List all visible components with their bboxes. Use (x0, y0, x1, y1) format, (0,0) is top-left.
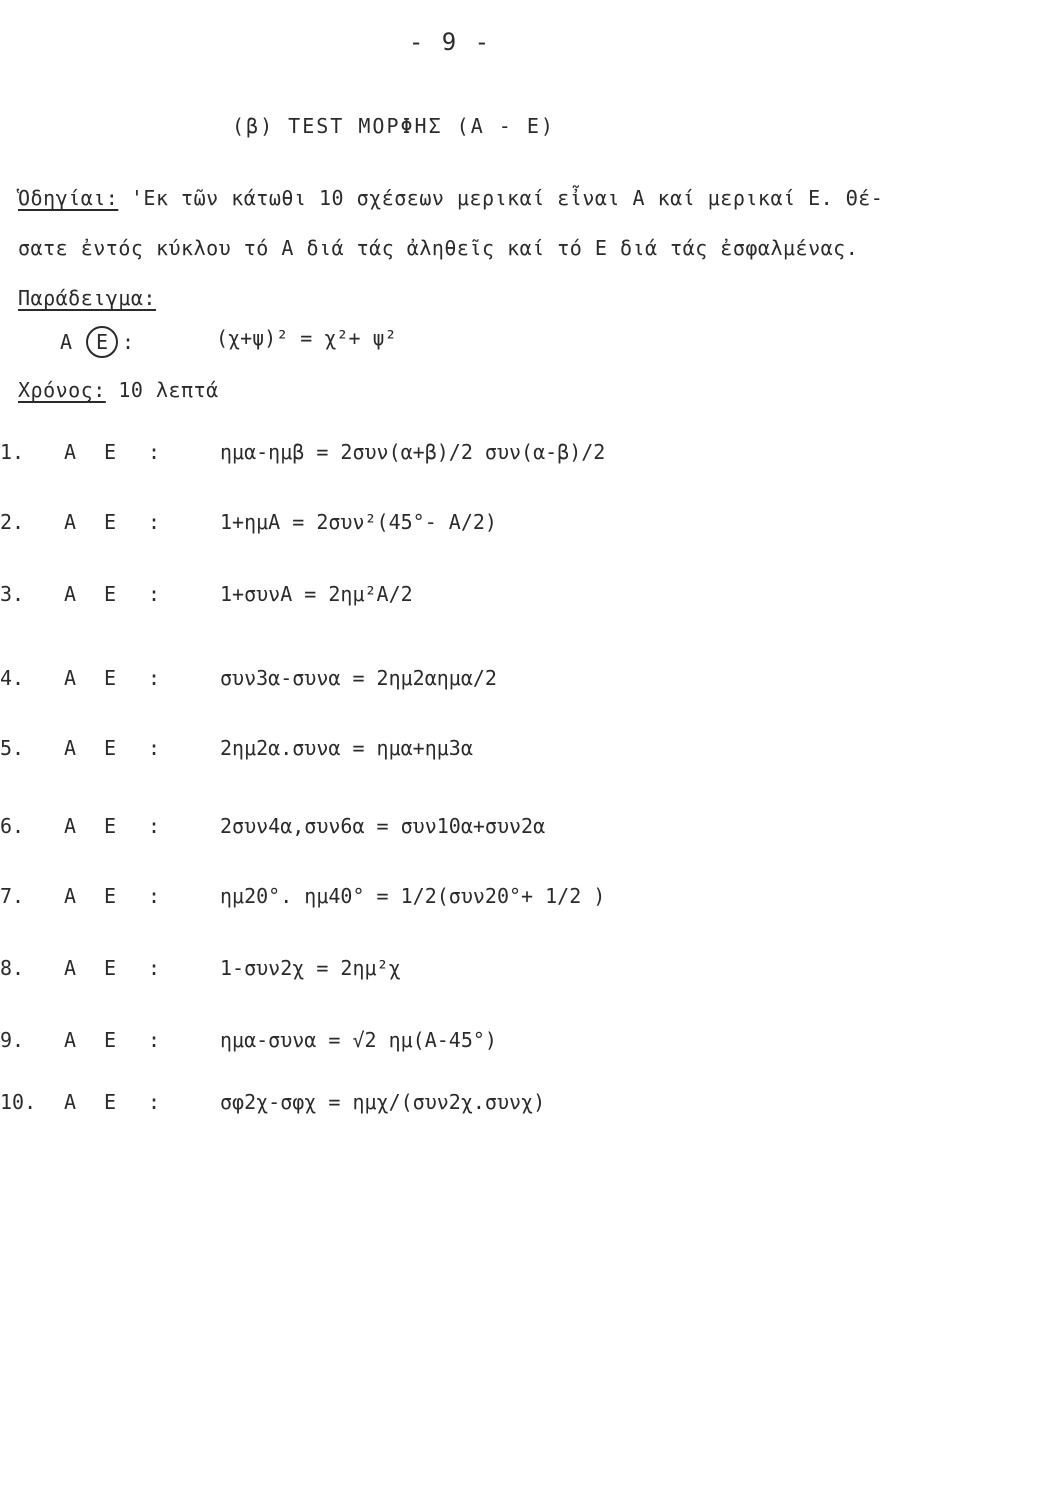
item-colon: : (148, 956, 161, 980)
item-number: 3. (0, 582, 25, 606)
option-e: Ε (104, 736, 117, 760)
item-number: 8. (0, 956, 25, 980)
instructions-text-1: 'Εκ τῶν κάτωθι 10 σχέσεων μερικαί εἶναι Α καί μερικαί Ε. Θέ- (130, 186, 884, 210)
option-a: Α (64, 440, 77, 464)
item-colon: : (148, 440, 161, 464)
instructions-label: Ὁδηγίαι: (18, 186, 119, 210)
list-item (0, 806, 700, 846)
item-number: 9. (0, 1028, 25, 1052)
option-a: Α (64, 1090, 77, 1114)
item-number: 10. (0, 1090, 37, 1114)
item-colon: : (148, 666, 161, 690)
item-formula: 2ημ2α.συνα = ημα+ημ3α (220, 736, 473, 760)
instructions-line-1 (18, 186, 883, 210)
item-number: 2. (0, 510, 25, 534)
time-value: 10 λεπτά (118, 378, 219, 402)
option-e: Ε (104, 884, 117, 908)
test-title: (β) TEST ΜΟΡΦΗΣ (Α - Ε) (232, 114, 555, 138)
option-e: Ε (104, 956, 117, 980)
example-label: Παράδειγμα: (18, 286, 156, 310)
item-formula: 1+συνΑ = 2ημ²Α/2 (220, 582, 413, 606)
item-formula: ημ20°. ημ40° = 1/2(συν20°+ 1/2 ) (220, 884, 606, 908)
option-e: Ε (104, 814, 117, 838)
item-number: 4. (0, 666, 25, 690)
option-a: Α (64, 884, 77, 908)
option-e: Ε (104, 1028, 117, 1052)
list-item (0, 502, 700, 542)
list-item (0, 948, 700, 988)
item-colon: : (148, 582, 161, 606)
item-number: 6. (0, 814, 25, 838)
item-formula: 2συν4α,συν6α = συν10α+συν2α (220, 814, 546, 838)
list-item (0, 574, 700, 614)
option-a: Α (64, 814, 77, 838)
example-colon: : (122, 330, 135, 354)
time-label: Χρόνος: (18, 378, 106, 402)
option-a: Α (64, 736, 77, 760)
time-line (18, 378, 219, 402)
item-colon: : (148, 814, 161, 838)
item-colon: : (148, 1028, 161, 1052)
option-a: Α (64, 666, 77, 690)
page-number: - 9 - (408, 28, 492, 56)
item-colon: : (148, 736, 161, 760)
instructions-line-2: σατε ἐντός κύκλου τό Α διά τάς ἀληθεῖς καί τό Ε διά τάς ἐσφαλμένας. (18, 236, 859, 260)
example-option-a: Α (60, 330, 73, 354)
list-item (0, 432, 700, 472)
item-formula: 1+ημΑ = 2συν²(45°- Α/2) (220, 510, 497, 534)
item-number: 5. (0, 736, 25, 760)
option-e: Ε (104, 440, 117, 464)
example-formula: (χ+ψ)² = χ²+ ψ² (216, 326, 397, 350)
item-formula: ημα-συνα = √2 ημ(Α-45°) (220, 1028, 497, 1052)
item-formula: 1-συν2χ = 2ημ²χ (220, 956, 401, 980)
option-a: Α (64, 956, 77, 980)
example-option-e-circled: Ε (86, 326, 118, 358)
list-item (0, 1020, 700, 1060)
item-colon: : (148, 1090, 161, 1114)
item-colon: : (148, 884, 161, 908)
option-a: Α (64, 510, 77, 534)
item-formula: σφ2χ-σφχ = ημχ/(συν2χ.συνχ) (220, 1090, 546, 1114)
item-number: 1. (0, 440, 25, 464)
list-item (0, 876, 700, 916)
option-e: Ε (104, 510, 117, 534)
option-e: Ε (104, 666, 117, 690)
option-e: Ε (104, 582, 117, 606)
option-a: Α (64, 1028, 77, 1052)
option-a: Α (64, 582, 77, 606)
list-item (0, 1082, 700, 1122)
item-formula: ημα-ημβ = 2συν(α+β)/2 συν(α-β)/2 (220, 440, 606, 464)
example-row (60, 326, 397, 358)
list-item (0, 728, 700, 768)
item-formula: συν3α-συνα = 2ημ2αημα/2 (220, 666, 497, 690)
list-item (0, 658, 700, 698)
item-colon: : (148, 510, 161, 534)
item-number: 7. (0, 884, 25, 908)
option-e: Ε (104, 1090, 117, 1114)
